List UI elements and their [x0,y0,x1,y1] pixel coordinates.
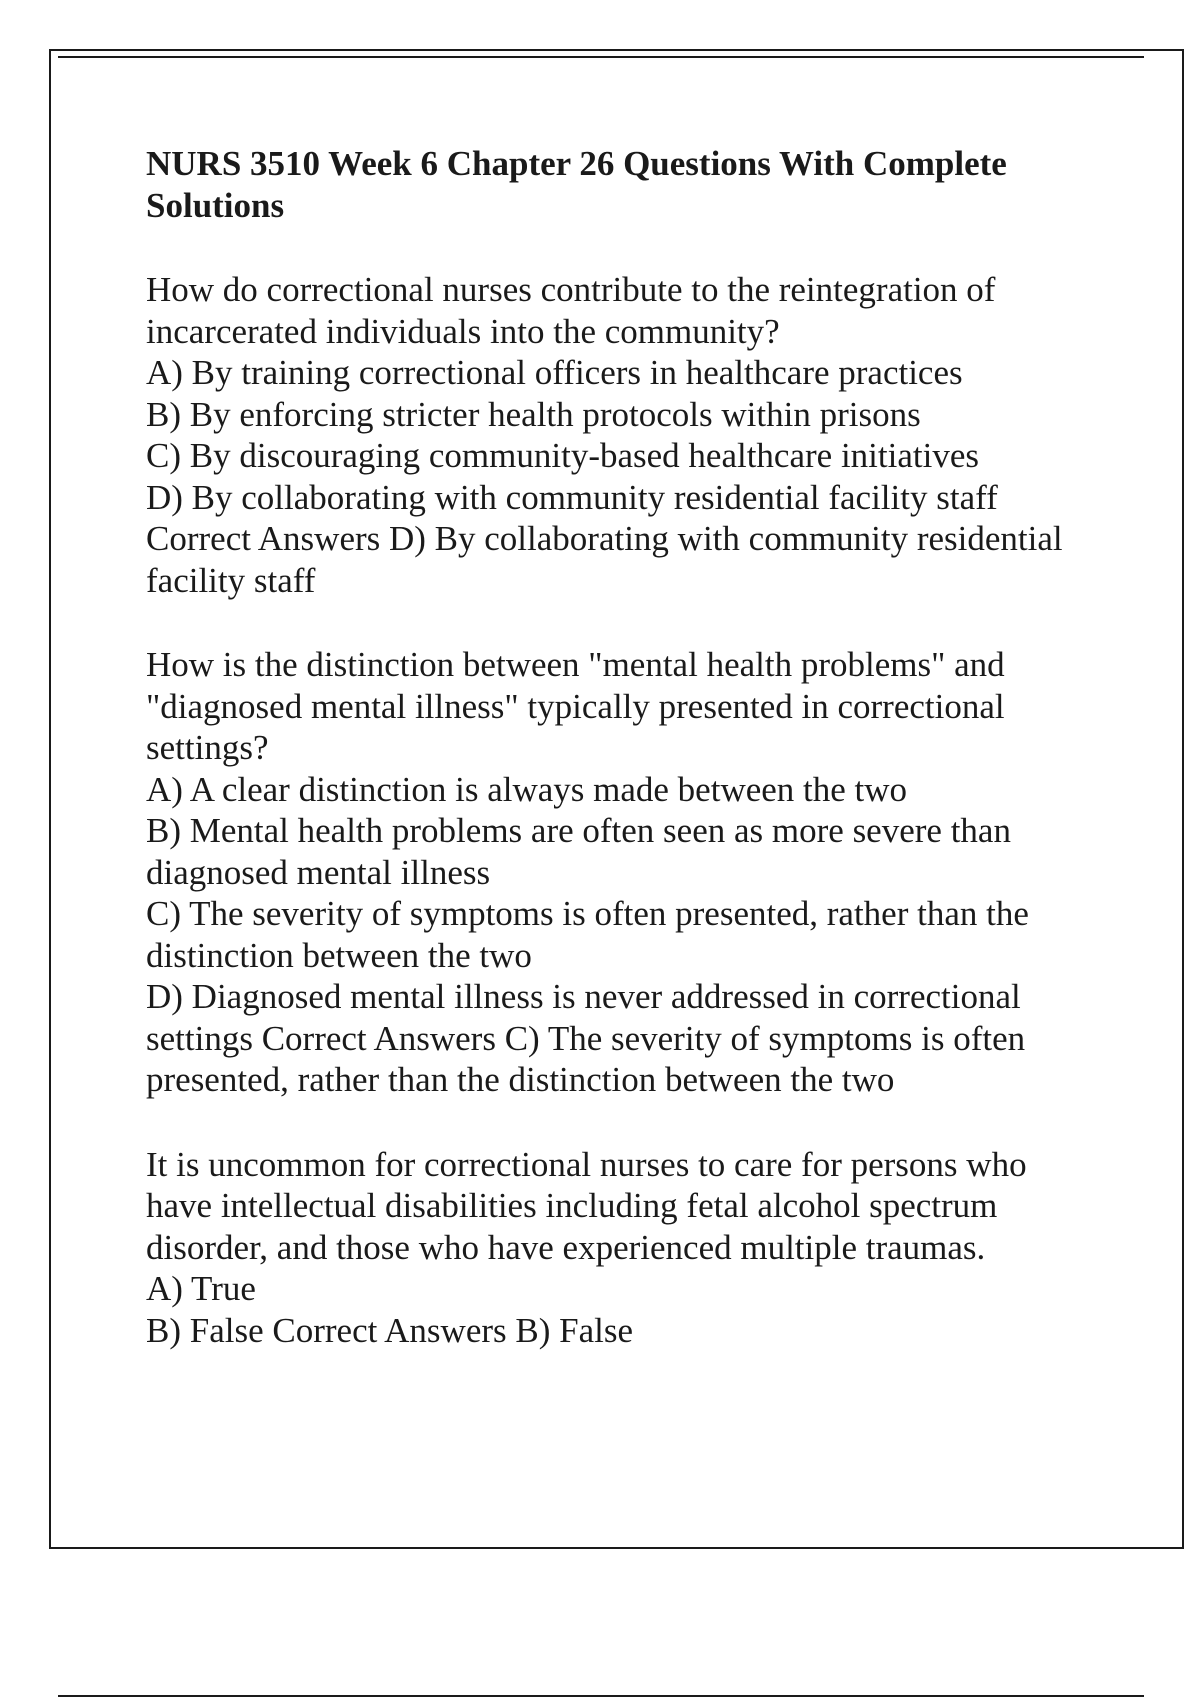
answer-option-a: A) A clear distinction is always made between the two [146,769,908,809]
question-2 [146,644,1091,1101]
correct-answer: Correct Answers D) By collaborating with community residential facility staff [146,519,1063,600]
answer-option-c: C) By discouraging community-based healthcare initiatives [146,436,979,475]
question-stem: How do correctional nurses contribute to the reintegration of incarcerated individuals into the community? [146,270,996,351]
bottom-rule [58,1695,1144,1697]
question-stem: How is the distinction between "mental health problems" and "diagnosed mental illness" typically presented in correctional settings? [146,645,1005,767]
document-title: NURS 3510 Week 6 Chapter 26 Questions With Complete Solutions [146,144,1007,225]
top-rule [58,56,1144,58]
answer-option-b: B) Mental health problems are often seen as more severe than diagnosed mental illness [146,811,1011,892]
answer-option-b: B) By enforcing stricter health protocols within prisons [146,394,921,434]
question-3 [146,1144,1091,1352]
question-stem: It is uncommon for correctional nurses to care for persons who have intellectual disabilities including fetal alcohol spectrum disorder, and those who have experienced multiple traumas. [146,1144,1027,1267]
answer-option-d-with-answer: D) Diagnosed mental illness is never addressed in correctional settings Correct Answers C) The severity of symptoms is often presented, rather than the distinction between the two [146,977,1026,1099]
answer-option-c: C) The severity of symptoms is often presented, rather than the distinction between the two [146,894,1029,975]
answer-option-a: A) By training correctional officers in healthcare practices [146,353,963,392]
answer-option-d: D) By collaborating with community residential facility staff [146,477,998,517]
document-content [146,143,1091,1394]
answer-option-b-with-answer: B) False Correct Answers B) False [146,1310,634,1350]
question-1 [146,269,1091,601]
answer-option-a: A) True [146,1269,256,1308]
